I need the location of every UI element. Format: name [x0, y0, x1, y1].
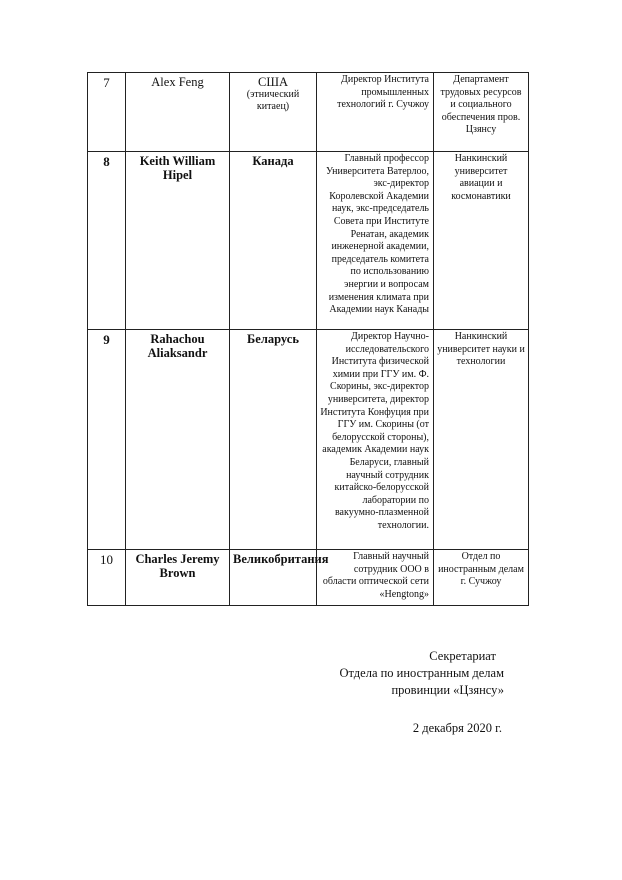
country-name: Великобритания	[233, 552, 329, 566]
participant-country	[230, 550, 329, 606]
participant-position: Главный научный сотрудник ООО в области оптической сети «Hengtong»	[317, 550, 434, 606]
participant-name: Alex Feng	[126, 73, 230, 152]
participant-organization: Департамент трудовых ресурсов и социального обеспечения пров. Цзянсу	[434, 73, 529, 152]
participant-name: Keith William Hipel	[126, 152, 230, 330]
participant-organization: Нанкинский университет авиации и космонавтики	[434, 152, 529, 330]
participant-name: Rahachou Aliaksandr	[126, 330, 230, 550]
row-number: 7	[88, 73, 126, 152]
participant-organization: Отдел по иностранным делам г. Сучжоу	[434, 550, 529, 606]
signature-line-3: провинции «Цзянсу»	[391, 683, 504, 697]
row-number: 10	[88, 550, 126, 606]
row-number: 9	[88, 330, 126, 550]
table-row	[88, 330, 529, 550]
country-name: Беларусь	[247, 332, 299, 346]
participant-name: Charles Jeremy Brown	[126, 550, 230, 606]
table-row	[88, 550, 529, 606]
country-name: Канада	[252, 154, 294, 168]
participant-country	[230, 330, 317, 550]
signature-line-1: Секретариат	[429, 649, 496, 663]
participant-position: Директор Научно-исследовательского Института физической химии при ГГУ им. Ф. Скорины, экс-директор университета, директор Института Конфуция при ГГУ им. Скорины (от белорусской стороны), академик Академии наук Беларуси, главный научный сотрудник китайско-белорусской лаборатории по вакуумно-плазменной технологии.	[317, 330, 434, 550]
document-date: 2 декабря 2020 г.	[412, 721, 502, 735]
participant-position: Главный профессор Университета Ватерлоо, экс-директор Королевской Академии наук, экс-председатель Совета при Институте Ренатан, академик инженерной академии, председатель комитета по использованию энергии и вопросам изменения климата при Академии наук Канады	[317, 152, 434, 330]
signature-block	[339, 648, 504, 699]
row-number: 8	[88, 152, 126, 330]
participant-country	[230, 152, 317, 330]
signature-line-2: Отдела по иностранным делам	[339, 666, 504, 680]
participant-country	[230, 73, 317, 152]
table-row	[88, 73, 529, 152]
participant-organization: Нанкинский университет науки и технологии	[434, 330, 529, 550]
participants-table	[87, 72, 529, 606]
table-row	[88, 152, 529, 330]
country-name: США	[258, 75, 288, 89]
participant-position: Директор Института промышленных технологий г. Сучжоу	[317, 73, 434, 152]
country-note: (этнический китаец)	[246, 89, 300, 112]
